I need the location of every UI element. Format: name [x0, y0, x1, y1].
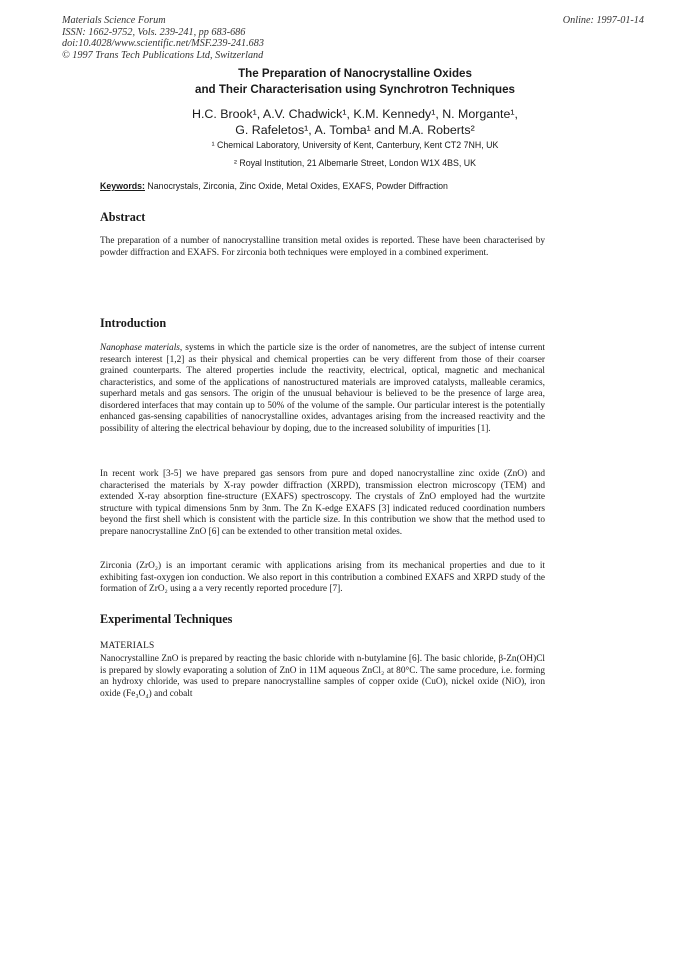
journal-header — [62, 15, 264, 61]
experimental-heading: Experimental Techniques — [100, 612, 233, 626]
author-list — [60, 106, 650, 138]
keywords-label: Keywords: — [100, 181, 145, 191]
intro-paragraph-2: In recent work [3-5] we have prepared gas sensors from pure and doped nanocrystalline zinc oxide (ZnO) and characterised the materials by X-ray powder diffraction (XRPD), transmission electron microscopy (TEM) and extended X-ray absorption fine-structure (EXAFS) spectroscopy. The crystals of ZnO employed had the wurtzite structure with typical dimensions 5nm by 3nm. The Zn K-edge EXAFS [3] indicated reduced coordination numbers beyond the first shell which is consistent with the particle size. In this contribution we show that the method used to prepare nanocrystalline ZnO [6] can be extended to other transition metal oxides. — [100, 469, 545, 537]
authors-line-2: G. Rafeletos¹, A. Tomba¹ and M.A. Roberts² — [235, 123, 475, 137]
copyright-line: © 1997 Trans Tech Publications Ltd, Switzerland — [62, 49, 264, 61]
online-date: Online: 1997-01-14 — [562, 15, 644, 26]
materials-subheading: MATERIALS — [100, 641, 155, 651]
title-line-2: and Their Characterisation using Synchrotron Techniques — [195, 82, 515, 96]
journal-name: Materials Science Forum — [62, 15, 166, 26]
affiliation-2: ² Royal Institution, 21 Albemarle Street, London W1X 4BS, UK — [233, 158, 477, 168]
affiliation-1: ¹ Chemical Laboratory, University of Kent, Canterbury, Kent CT2 7NH, UK — [211, 140, 499, 150]
title-line-1: The Preparation of Nanocrystalline Oxides — [238, 67, 472, 80]
issn-line: ISSN: 1662-9752, Vols. 239-241, pp 683-686 — [62, 26, 246, 38]
paper-title — [60, 66, 650, 97]
intro-paragraph-3: Zirconia (ZrO₂) is an important ceramic with applications arising from its mechanical properties and due to it exhibiting fast-oxygen ion conduction. We also report in this contribution a combined EXAFS and XRPD study of the formation of ZrO₂ using a a very recently reported procedure [7]. — [100, 561, 545, 594]
intro-paragraph-1 — [100, 343, 545, 435]
authors-line-1: H.C. Brook¹, A.V. Chadwick¹, K.M. Kennedy¹, N. Morgante¹, — [192, 107, 518, 121]
materials-paragraph: Nanocrystalline ZnO is prepared by reacting the basic chloride with n-butylamine [6]. The basic chloride, β-Zn(OH)Cl is prepared by slowly evaporating a solution of ZnO in 11M aqueous ZnCl₂ at 80°C. The same procedure, i.e. forming an hydroxy chloride, was used to prepare nanocrystalline samples of copper oxide (CuO), nickel oxide (NiO), iron oxide (Fe₃O₄) and cobalt — [100, 654, 545, 699]
abstract-text: The preparation of a number of nanocrystalline transition metal oxides is reported. These have been characterised by powder diffraction and EXAFS. For zirconia both techniques were employed in a combined experiment. — [100, 236, 545, 258]
abstract-heading: Abstract — [100, 210, 146, 224]
keywords-text: Nanocrystals, Zirconia, Zinc Oxide, Metal Oxides, EXAFS, Powder Diffraction — [144, 181, 448, 191]
introduction-heading: Introduction — [100, 316, 167, 330]
intro-paragraph-1-body: , systems in which the particle size is the order of nanometres, are the subject of intense current research interest [1,2] as their physical and chemical properties can be very different from those of their coarser grained counterparts. The altered properties include the reactivity, electrical, optical, magnetic and mechanical characteristics, and some of the applications of nanostructured materials are improved catalysts, malleable ceramics, superhard metals and gas sensors. The origin of the unusual behaviour is believed to be the presence of large area, disordered interfaces that may contain up to 50% of the volume of the sample. Our particular interest is the potentially enhanced gas-sensing capabilities of nanocrystalline oxides, advantages arising from the increased reactivity and the possibility of altering the electrical behaviour by doping, due to the increased solubility of impurities [1]. — [100, 343, 545, 434]
keywords-line — [100, 181, 448, 191]
doi-line: doi:10.4028/www.scientific.net/MSF.239-241.683 — [62, 38, 264, 50]
intro-lead-term: Nanophase materials — [100, 343, 180, 353]
